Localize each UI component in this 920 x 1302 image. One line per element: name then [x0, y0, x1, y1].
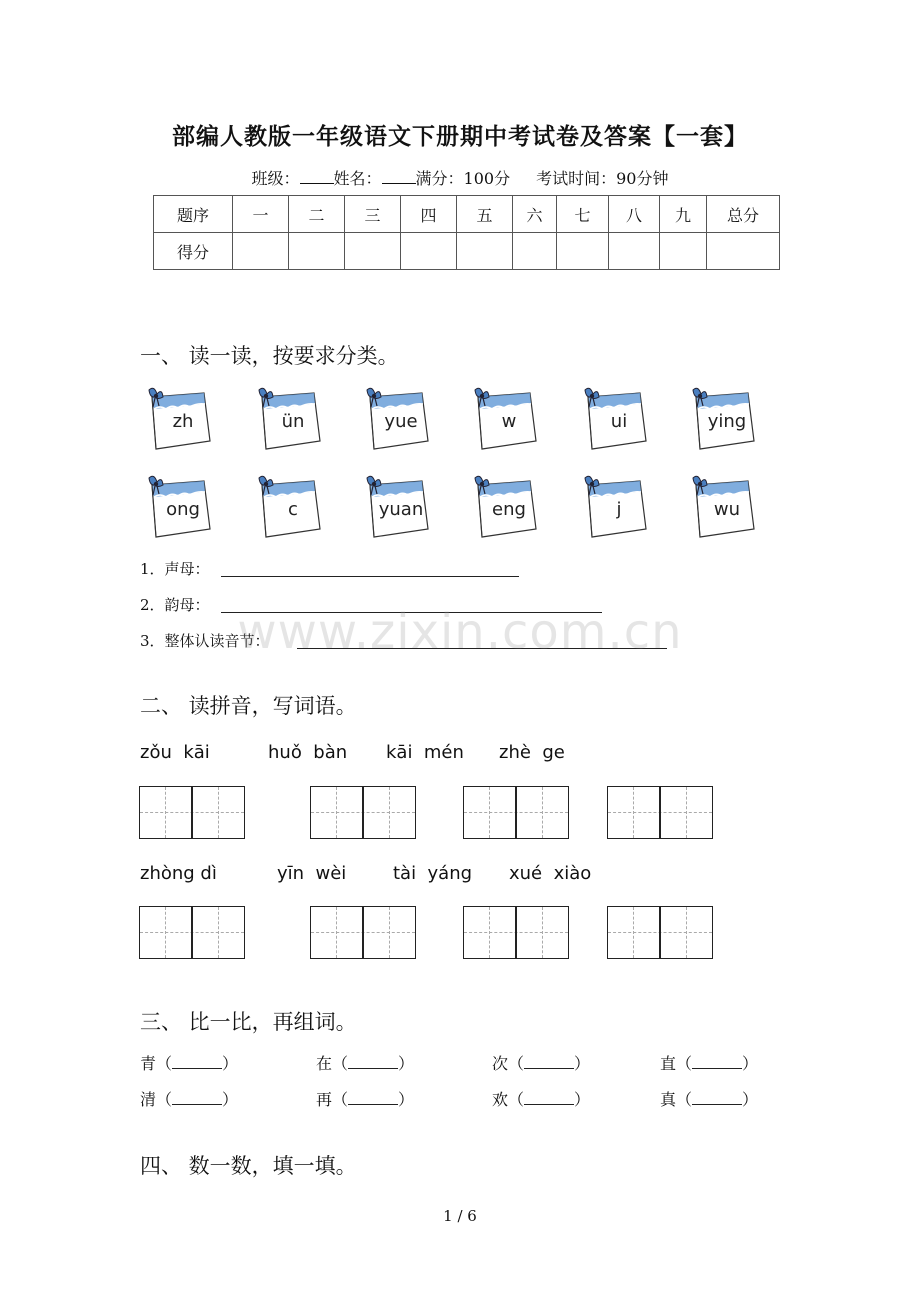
q2-label: 2．韵母： [140, 596, 210, 614]
compare-blank[interactable] [172, 1056, 222, 1069]
score-header-cell: 题序 [154, 196, 233, 233]
score-cell[interactable] [457, 233, 513, 270]
score-header-cell: 七 [557, 196, 609, 233]
score-header-cell: 五 [457, 196, 513, 233]
compare-close-paren: ） [574, 1054, 591, 1073]
pinyin-card-label: wu [713, 499, 741, 520]
pinyin-word: xué xiào [509, 863, 592, 884]
score-header-row [154, 196, 780, 233]
compare-close-paren: ） [742, 1090, 759, 1109]
pinyin-card-label: w [501, 411, 517, 432]
pinyin-card [690, 385, 760, 453]
compare-char: 清（ [140, 1090, 173, 1109]
compare-blank[interactable] [348, 1056, 398, 1069]
writing-grid[interactable] [139, 786, 245, 839]
pinyin-word: yīn wèi [277, 863, 347, 884]
score-header-cell: 八 [609, 196, 660, 233]
compare-blank[interactable] [172, 1092, 222, 1105]
score-header-cell: 四 [401, 196, 457, 233]
pinyin-card [582, 473, 652, 541]
score-table [153, 195, 780, 270]
section1-heading: 一、 读一读，按要求分类。 [140, 344, 399, 368]
compare-close-paren: ） [742, 1054, 759, 1073]
pinyin-card [364, 385, 434, 453]
pinyin-card-label: eng [492, 499, 526, 520]
compare-char: 欢（ [492, 1090, 525, 1109]
compare-blank[interactable] [348, 1092, 398, 1105]
pinyin-card-label: zh [172, 411, 194, 432]
pinyin-card-label: j [616, 499, 622, 520]
score-cell[interactable] [233, 233, 289, 270]
compare-char: 在（ [316, 1054, 349, 1073]
pinyin-card [364, 473, 434, 541]
q1-label: 1．声母： [140, 560, 210, 578]
pinyin-word: zhòng dì [140, 863, 217, 884]
writing-grid[interactable] [607, 906, 713, 959]
score-cell[interactable] [289, 233, 345, 270]
page-title: 部编人教版一年级语文下册期中考试卷及答案【一套】 [172, 123, 748, 150]
pinyin-card [582, 385, 652, 453]
compare-blank[interactable] [524, 1056, 574, 1069]
compare-item [316, 1087, 414, 1110]
page-number: 1 / 6 [443, 1207, 477, 1225]
compare-char: 直（ [660, 1054, 693, 1073]
pinyin-card-label: yue [384, 411, 418, 432]
writing-grid[interactable] [310, 906, 416, 959]
writing-grid[interactable] [607, 786, 713, 839]
pinyin-card [256, 385, 326, 453]
compare-item [140, 1087, 238, 1110]
q1-answer-line[interactable] [221, 576, 519, 577]
compare-close-paren: ） [574, 1090, 591, 1109]
pinyin-word: kāi mén [386, 742, 464, 763]
pinyin-card-label: yuan [378, 499, 424, 520]
pinyin-card-label: ui [610, 411, 628, 432]
score-cell[interactable] [609, 233, 660, 270]
compare-item [660, 1087, 758, 1110]
compare-item [492, 1087, 590, 1110]
score-label: 满分：100分 [415, 169, 511, 188]
score-header-cell: 六 [513, 196, 557, 233]
class-blank[interactable] [300, 169, 334, 184]
compare-char: 次（ [492, 1054, 525, 1073]
pinyin-word: zǒu kāi [140, 742, 210, 763]
compare-close-paren: ） [222, 1090, 239, 1109]
compare-blank[interactable] [524, 1092, 574, 1105]
compare-item [492, 1051, 590, 1074]
writing-grid[interactable] [310, 786, 416, 839]
score-cell[interactable] [660, 233, 707, 270]
pinyin-card [256, 473, 326, 541]
class-label: 班级： [251, 169, 300, 188]
score-value-row [154, 233, 780, 270]
section4-heading: 四、 数一数，填一填。 [140, 1154, 357, 1178]
compare-item [140, 1051, 238, 1074]
compare-blank[interactable] [692, 1092, 742, 1105]
pinyin-card-label: ong [166, 499, 200, 520]
score-cell[interactable] [513, 233, 557, 270]
exam-info [0, 166, 920, 189]
time-label: 考试时间：90分钟 [536, 169, 669, 188]
watermark: www.zixin.com.cn [237, 604, 683, 660]
compare-close-paren: ） [398, 1090, 415, 1109]
pinyin-card-label: ying [707, 411, 747, 432]
compare-char: 青（ [140, 1054, 173, 1073]
score-header-cell: 总分 [707, 196, 780, 233]
writing-grid[interactable] [139, 906, 245, 959]
score-cell[interactable] [557, 233, 609, 270]
writing-grid[interactable] [463, 786, 569, 839]
pinyin-word: huǒ bàn [268, 742, 348, 763]
compare-close-paren: ） [398, 1054, 415, 1073]
writing-grid[interactable] [463, 906, 569, 959]
pinyin-card [690, 473, 760, 541]
score-cell[interactable] [707, 233, 780, 270]
compare-char: 再（ [316, 1090, 349, 1109]
pinyin-card-label: c [288, 499, 298, 520]
name-label: 姓名： [333, 169, 382, 188]
section2-heading: 二、 读拼音，写词语。 [140, 694, 357, 718]
compare-item [316, 1051, 414, 1074]
score-cell[interactable] [401, 233, 457, 270]
score-header-cell: 一 [233, 196, 289, 233]
score-cell[interactable] [345, 233, 401, 270]
section3-heading: 三、 比一比，再组词。 [140, 1010, 357, 1034]
name-blank[interactable] [382, 169, 416, 184]
pinyin-card-label: ün [281, 411, 305, 432]
score-header-cell: 九 [660, 196, 707, 233]
pinyin-card [146, 385, 216, 453]
compare-blank[interactable] [692, 1056, 742, 1069]
score-header-cell: 二 [289, 196, 345, 233]
pinyin-word: zhè ge [499, 742, 565, 763]
compare-close-paren: ） [222, 1054, 239, 1073]
pinyin-card [472, 385, 542, 453]
pinyin-card [472, 473, 542, 541]
score-row-label: 得分 [154, 233, 233, 270]
compare-item [660, 1051, 758, 1074]
score-header-cell: 三 [345, 196, 401, 233]
pinyin-word: tài yáng [393, 863, 473, 884]
pinyin-card [146, 473, 216, 541]
compare-char: 真（ [660, 1090, 693, 1109]
q3-label: 3．整体认读音节： [140, 632, 270, 650]
